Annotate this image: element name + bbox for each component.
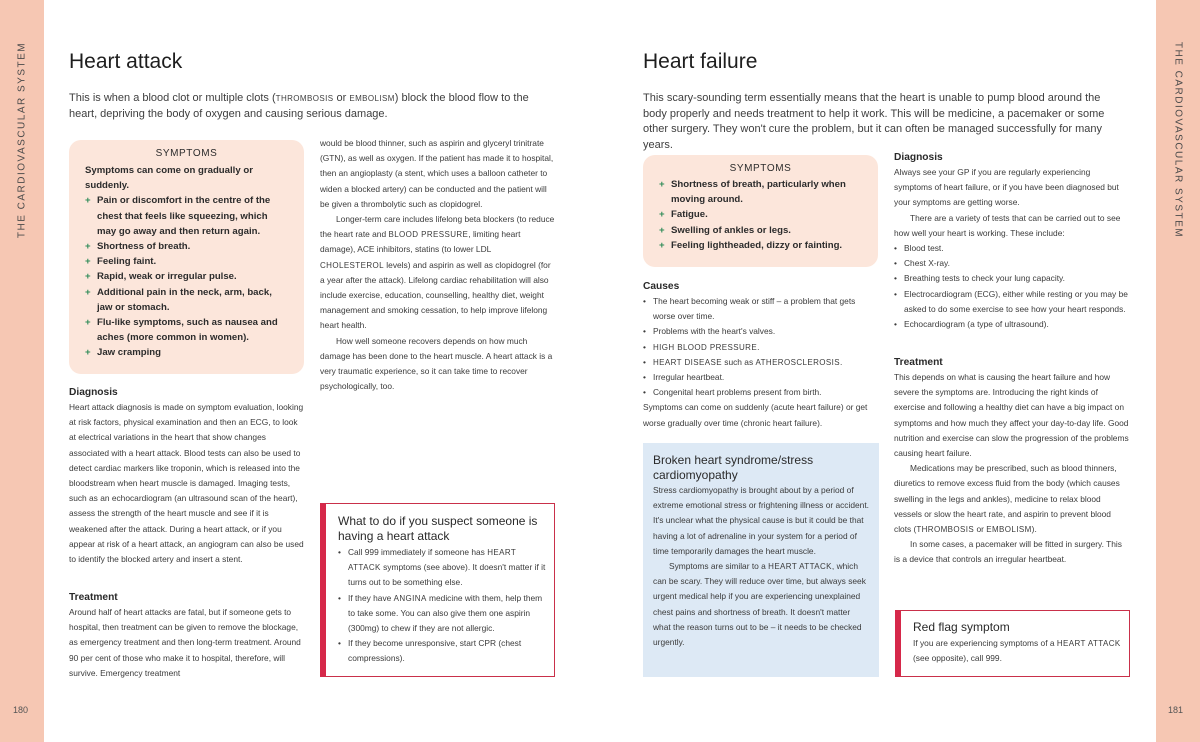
list-item: + Shortness of breath. bbox=[85, 239, 288, 254]
box-title: Broken heart syndrome/stress cardiomyopathy bbox=[653, 453, 814, 482]
list-item: • Electrocardiogram (ECG), either while resting or you may be asked to do some exercise to see how your heart responds. bbox=[894, 287, 1130, 317]
symptoms-heading: SYMPTOMS bbox=[155, 148, 218, 159]
paragraph: would be blood thinner, such as aspirin and glyceryl trinitrate (GTN), as well as oxygen. If the patient has made it to hospital, then an angioplasty (a stent, which uses a balloon catheter to widen a blocked artery) can be conducted and the patient will be given a thrombolytic such as clopidogrel. bbox=[320, 138, 554, 209]
symptoms-list bbox=[85, 193, 288, 360]
list-item: + Jaw cramping bbox=[85, 345, 288, 360]
list-item: • HIGH BLOOD PRESSURE. bbox=[643, 340, 879, 355]
symptoms-list bbox=[659, 177, 862, 253]
paragraph: Always see your GP if you are regularly experiencing symptoms of heart failure, or if you have been diagnosed but your symptoms are getting worse. bbox=[894, 167, 1119, 208]
what-to-do-box bbox=[320, 503, 555, 677]
box-text bbox=[653, 483, 869, 650]
list-item: • Chest X-ray. bbox=[894, 256, 1130, 271]
symptoms-lead: Symptoms can come on gradually or suddenly. bbox=[85, 165, 253, 192]
section-heading: Treatment bbox=[69, 592, 118, 603]
paragraph: Symptoms are similar to a HEART ATTACK, which can be scary. They will reduce over time, but always seek urgent medical help if you are experiencing unexplained chest pains and shortness of breath. It doesn't matter what the reason turns out to be – it needs to be checked urgently. bbox=[653, 561, 866, 648]
causes-list bbox=[643, 294, 879, 400]
list-item: • Call 999 immediately if someone has HEART ATTACK symptoms (see above). It doesn't matter if it turns out to be something else. bbox=[338, 545, 546, 591]
box-title: What to do if you suspect someone is having a heart attack bbox=[338, 514, 538, 543]
page-title-heart-attack: Heart attack bbox=[69, 50, 183, 73]
heart-failure-intro: This scary-sounding term essentially means that the heart is unable to pump blood around the body properly and needs treatment to help it work. This will be medicine, a pacemaker or some other surgery. They won't cure the problem, but it can often be managed successfully for many years. bbox=[643, 92, 1105, 151]
tests-list bbox=[894, 241, 1130, 332]
heart-failure-treatment bbox=[894, 356, 1130, 568]
list-item: • Irregular heartbeat. bbox=[643, 370, 879, 385]
list-item: • Breathing tests to check your lung capacity. bbox=[894, 271, 1130, 286]
list-item: • Congenital heart problems present from birth. bbox=[643, 385, 879, 400]
list-item: + Feeling faint. bbox=[85, 254, 288, 269]
list-item: + Shortness of breath, particularly when moving around. bbox=[659, 177, 862, 207]
section-text bbox=[894, 370, 1130, 568]
paragraph: There are a variety of tests that can be carried out to see how well your heart is working. These include: bbox=[894, 212, 1121, 238]
list-item: + Feeling lightheaded, dizzy or fainting. bbox=[659, 238, 862, 253]
paragraph: Stress cardiomyopathy is brought about by a period of extreme emotional stress or frightening illness or accident. It's unclear what the physical cause is but it could be that having a lot of adrenaline in your system for a period of time temporarily damages the heart muscle. bbox=[653, 485, 869, 556]
section-heading: Treatment bbox=[894, 357, 943, 368]
section-text: Around half of heart attacks are fatal, but if someone gets to hospital, then treatment can be given to remove the blockage, as emergency treatment and then long-term treatment. Around 90 per cent of those who make it to hospital, therefore, will survive. Emergency treatment bbox=[69, 607, 301, 678]
list-item: • Echocardiogram (a type of ultrasound). bbox=[894, 317, 1130, 332]
section-text: Heart attack diagnosis is made on symptom evaluation, looking at risk factors, physical examination and then an ECG, to look at electrical variations in the heart that show changes associated with a heart attack. Blood tests can also be used to detect cardiac markers like troponin, which is released into the bloodstream when heart muscle is damaged. Imaging tests, such as an echocardiogram (an ultrasound scan of the heart), assess the strength of the heart muscle and see if it is weakened after the attack. During a heart attack, or if you appear at risk of a heart attack, an angiogram can also be used to identify the blocked artery and insert a stent. bbox=[69, 402, 304, 565]
list-item: + Flu-like symptoms, such as nausea and aches (more common in women). bbox=[85, 315, 288, 345]
list-item: + Swelling of ankles or legs. bbox=[659, 223, 862, 238]
paragraph: This depends on what is causing the heart failure and how severe the symptoms are. Introducing the right kinds of exercise and following a healthy diet can have a big impact on symptoms and how much they affect your day-to-day life. Good nutrition and exercise can slow the progression of the problems causing heart failure. bbox=[894, 372, 1129, 459]
box-text: If you are experiencing symptoms of a HEART ATTACK (see opposite), call 999. bbox=[913, 638, 1121, 664]
page-title-heart-failure: Heart failure bbox=[643, 50, 758, 73]
heart-attack-diagnosis bbox=[69, 386, 304, 567]
symptoms-heading: SYMPTOMS bbox=[729, 163, 792, 174]
page-number-right: 181 bbox=[1168, 705, 1184, 715]
list-item: + Additional pain in the neck, arm, back, jaw or stomach. bbox=[85, 285, 288, 315]
paragraph: Medications may be prescribed, such as blood thinners, diuretics to remove excess fluid from the body (which causes swelling in the legs and ankles), medicine to relax blood vessels or slow the heart rate, and aspirin to prevent blood clots (THROMBOSIS or EMBOLISM). bbox=[894, 463, 1120, 535]
list-item: • If they become unresponsive, start CPR (chest compressions). bbox=[338, 636, 546, 666]
box-title: Red flag symptom bbox=[913, 620, 1010, 634]
list-item: + Fatigue. bbox=[659, 207, 862, 222]
page-number-left: 180 bbox=[13, 705, 29, 715]
section-text bbox=[894, 165, 1130, 241]
heart-failure-symptoms-box bbox=[643, 155, 878, 267]
paragraph: How well someone recovers depends on how much damage has been done to the heart muscle. A heart attack is a very traumatic experience, so it can take time to recover psychologically, too. bbox=[320, 335, 553, 392]
red-flag-box bbox=[895, 610, 1130, 677]
paragraph: In some cases, a pacemaker will be fitted in surgery. This is a device that controls an irregular heartbeat. bbox=[894, 539, 1122, 565]
heart-attack-intro: This is when a blood clot or multiple clots (THROMBOSIS or EMBOLISM) block the blood flow to the heart, depriving the body of oxygen and causing serious damage. bbox=[69, 92, 529, 120]
heart-failure-causes bbox=[643, 280, 879, 431]
list-item: • The heart becoming weak or stiff – a problem that gets worse over time. bbox=[643, 294, 879, 324]
list-item: • If they have ANGINA medicine with them, help them to take some. You can also give them one aspirin (300mg) to chew if they are not allergic. bbox=[338, 591, 546, 637]
section-heading: Diagnosis bbox=[894, 152, 943, 163]
section-heading: Causes bbox=[643, 281, 680, 292]
heart-attack-column-two bbox=[320, 136, 556, 394]
heart-failure-diagnosis bbox=[894, 151, 1130, 332]
broken-heart-syndrome-box bbox=[643, 443, 879, 677]
heart-attack-treatment bbox=[69, 591, 304, 681]
list-item: • Problems with the heart's valves. bbox=[643, 324, 879, 339]
section-heading: Diagnosis bbox=[69, 387, 118, 398]
causes-followup: Symptoms can come on suddenly (acute heart failure) or get worse gradually over time (chronic heart failure). bbox=[643, 402, 868, 428]
list-item: + Rapid, weak or irregular pulse. bbox=[85, 269, 288, 284]
heart-attack-symptoms-box bbox=[69, 140, 304, 374]
side-label-right: THE CARDIOVASCULAR SYSTEM bbox=[1172, 41, 1184, 239]
list-item: • HEART DISEASE such as ATHEROSCLEROSIS. bbox=[643, 355, 879, 370]
list-item: + Pain or discomfort in the centre of the chest that feels like squeezing, which may go away and then return again. bbox=[85, 193, 288, 239]
list-item: • Blood test. bbox=[894, 241, 1130, 256]
what-to-do-list bbox=[338, 545, 546, 667]
side-label-left: THE CARDIOVASCULAR SYSTEM bbox=[16, 41, 28, 239]
paragraph: Longer-term care includes lifelong beta blockers (to reduce the heart rate and BLOOD PRESSURE, limiting heart damage), ACE inhibitors, statins (to lower LDL CHOLESTEROL levels) and aspirin as well as clopidogrel (for a year after the attack). Lifelong cardiac rehabilitation will also include exercise, education, counselling, healthy diet, weight management and smoking cessation, to help improve lifelong heart health. bbox=[320, 214, 555, 331]
